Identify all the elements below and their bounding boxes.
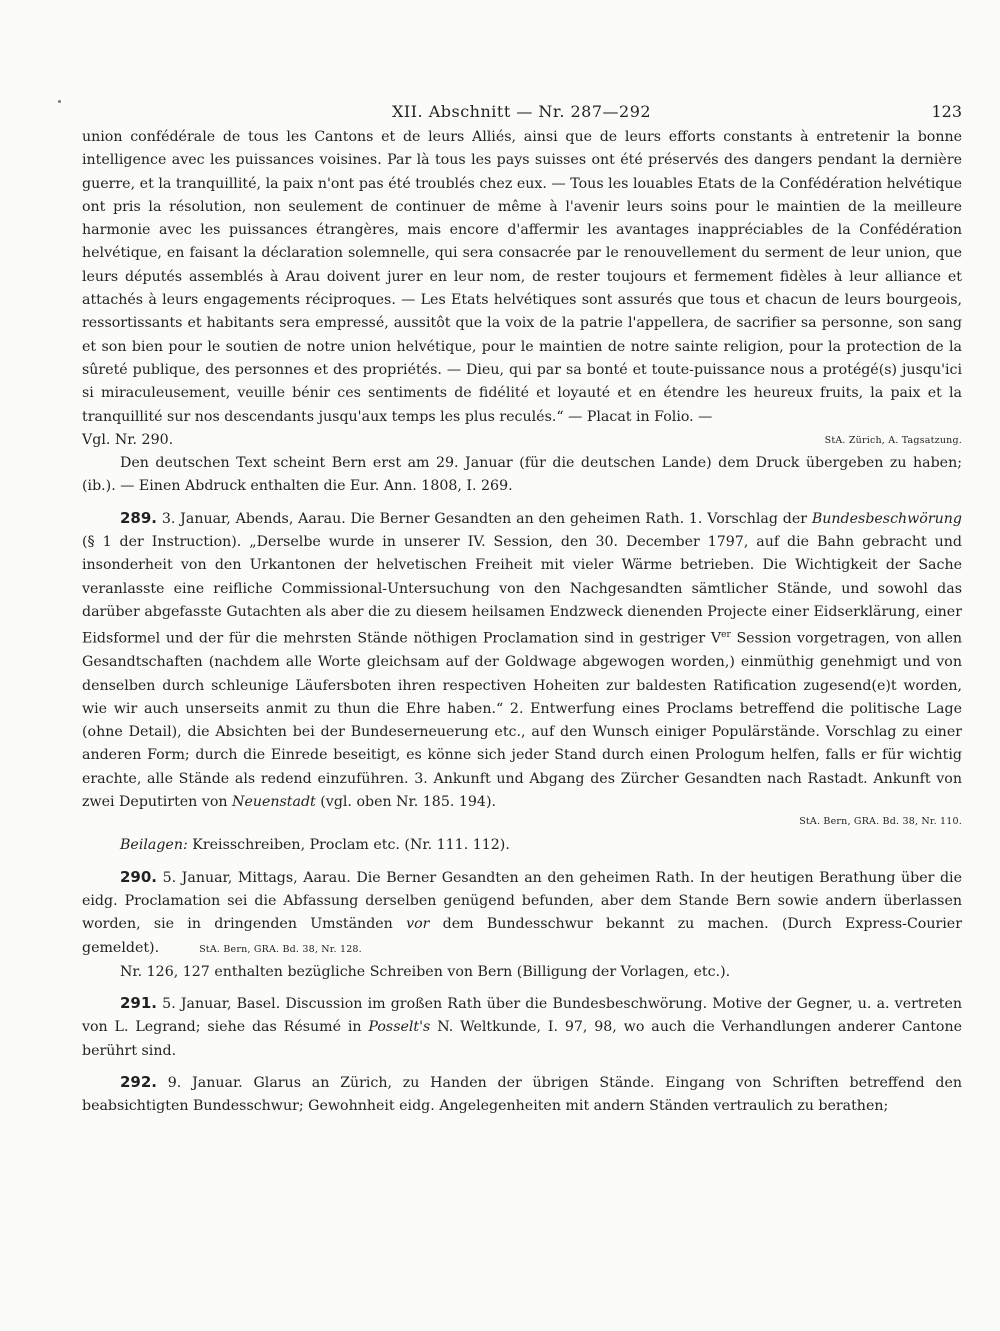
- entry-italic-term: Bundesbeschwörung: [811, 510, 962, 527]
- document-page: [82, 96, 962, 1119]
- entry-text: 3. Januar, Abends, Aarau. Die Berner Gesandten an den geheimen Rath. 1. Vorschlag der: [161, 510, 808, 527]
- intro-reference: Vgl. Nr. 290.: [82, 431, 174, 448]
- document-body: [82, 126, 962, 1119]
- entry-289-beilagen: [82, 834, 962, 857]
- entry-number: 290.: [120, 867, 158, 886]
- entry-number: 292.: [120, 1073, 158, 1092]
- entry-289-source-line: [82, 814, 962, 834]
- entry-text: 9. Januar. Glarus an Zürich, zu Handen der übrigen Stände. Eingang von Schriften betreffend den beabsichtigten Bundesschwur; Gewohnheit eidg. Angelegenheiten mit andern Ständen vertraulich zu berathen;: [82, 1075, 962, 1115]
- beilagen-text: Kreisschreiben, Proclam etc. (Nr. 111. 112).: [192, 837, 510, 854]
- page-number: 123: [931, 102, 962, 121]
- beilagen-label: Beilagen:: [120, 837, 188, 854]
- entry-italic-place: Neuenstadt: [232, 794, 316, 811]
- entry-text: N. Weltkunde, I. 97, 98, wo auch die Verhandlungen anderer Cantone berührt sind.: [82, 1019, 963, 1059]
- paper-speck: [58, 100, 61, 103]
- intro-note: [82, 452, 962, 499]
- intro-text: union confédérale de tous les Cantons et de leurs Alliés, ainsi que de leurs efforts constants à entretenir la bonne intelligence avec les puissances voisines. Par là tous les pays suisses ont été préservés des dangers pendant la dernière guerre, et la tranquillité, la paix n'ont pas été troublés chez eux. — Tous les louables Etats de la Confédération helvétique ont pris la résolution, non seulement de continuer de même à l'avenir leurs soins pour le maintien de la meilleure harmonie avec les puissances étrangères, mais encore d'affermir les avantages inappréciables de la Confédération helvétique, en faisant la déclaration solemnelle, qui sera consacrée par le renouvellement du serment de leur union, que leurs députés assemblés à Arau doivent jurer en leur nom, de rester toujours et fermement fidèles à leur alliance et attachés à leurs engagements réciproques. — Les Etats helvétiques sont assurés que tous et chacun de leurs bourgeois, ressortissants et habitants sera empressé, aussitôt que la voix de la patrie l'appellera, de sacrifier sa personne, son sang et son bien pour le soutien de notre union helvétique, pour le maintien de notre sainte religion, pour la protection de la sûreté publique, des personnes et des propriétés. — Dieu, qui par sa bonté et toute-puissance nous a protégé(s) jusqu'ici si miraculeusement, veuille bénir ces sentiments de fidélité et loyauté et en étendre les heureux fruits, la paix et la tranquillité sur nos descendants jusqu'aux temps les plus reculés.“ — Placat in Folio. —: [82, 129, 962, 425]
- intro-note-text: Den deutschen Text scheint Bern erst am 29. Januar (für die deutschen Lande) dem Druck übergeben zu haben; (ib.). — Einen Abdruck enthalten die Eur. Ann. 1808, I. 269.: [82, 455, 962, 495]
- entry-text: Session vorgetragen, von allen Gesandtschaften (nachdem alle Worte gleichsam auf der Goldwage abgewogen worden,) einmüthig genehmigt und von denselben durch schleunige Läufersboten ihren respectiven Hoheiten zur baldesten Ratification zugesend(e)t worden, wie wir auch unserseits anmit zu thun die Ehre haben.“ 2. Entwerfung eines Proclams betreffend die politische Lage (ohne Detail), die Absichten bei der Bundeserneuerung etc., auf den Wunsch einiger Populärstände. Vorschlag zu einer anderen Form; durch die Einrede beseitigt, es könne sich jeder Stand durch einen Prologum helfen, falls er für wichtig erachte, alle Stände als redend einzuführen. 3. Ankunft und Abgang des Zürcher Gesandten nach Rastadt. Ankunft von zwei Deputirten von: [82, 630, 962, 811]
- entry-290-note: [82, 961, 962, 984]
- entry-text: dem Bundesschwur bekannt zu machen. (Durch Express-Courier gemeldet).: [82, 916, 962, 956]
- entry-note-text: Nr. 126, 127 enthalten bezügliche Schreiben von Bern (Billigung der Vorlagen, etc.).: [120, 963, 731, 980]
- source-citation: StA. Bern, GRA. Bd. 38, Nr. 128.: [199, 943, 362, 955]
- intro-paragraph: [82, 126, 962, 429]
- entry-text: (vgl. oben Nr. 185. 194).: [320, 794, 497, 811]
- intro-last-line: [82, 429, 962, 452]
- entry-292: [82, 1071, 962, 1119]
- entry-text: 5. Januar, Mittags, Aarau. Die Berner Gesandten an den geheimen Rath. In der heutigen Berathung über die eidg. Proclamation sei die Abfassung derselben genügend befunden, aber dem Stande Bern sowie andern überlassen worden, sie in dringenden Umständen: [82, 869, 962, 933]
- entry-italic-name: Posselt's: [368, 1019, 431, 1036]
- entry-text: 5. Januar, Basel. Discussion im großen Rath über die Bundesbeschwörung. Motive der Gegner, u. a. vertreten von L. Legrand; siehe das Résumé in: [82, 996, 962, 1036]
- entry-number: 291.: [120, 994, 158, 1013]
- entry-number: 289.: [120, 508, 158, 527]
- entry-italic-term: vor: [406, 916, 430, 933]
- entry-291: [82, 992, 962, 1063]
- superscript: er: [721, 630, 731, 641]
- entry-text: (§ 1 der Instruction). „Derselbe wurde in unserer IV. Session, den 30. December 1797, auf die Bahn gebracht und insonderheit von den Urkantonen der helvetischen Freiheit mit vieler Wärme betrieben. Die Wichtigkeit der Sache veranlasste eine reifliche Commissional-Untersuchung von den Nachgesandten sämtlicher Stände, und sowohl das darüber abgefasste Gutachten als aber die zu diesem heilsamen Endzweck dienenden Projecte einer Eidserklärung, einer Eidsformel und der für die mehrsten Stände nöthigen Proclamation sind in gestriger V: [82, 534, 962, 647]
- source-citation: StA. Bern, GRA. Bd. 38, Nr. 110.: [799, 816, 962, 828]
- running-header: [82, 96, 962, 126]
- entry-289: [82, 507, 962, 815]
- source-citation: StA. Zürich, A. Tagsatzung.: [824, 434, 962, 446]
- section-title: XII. Abschnitt — Nr. 287—292: [392, 102, 652, 121]
- entry-290: [82, 866, 962, 961]
